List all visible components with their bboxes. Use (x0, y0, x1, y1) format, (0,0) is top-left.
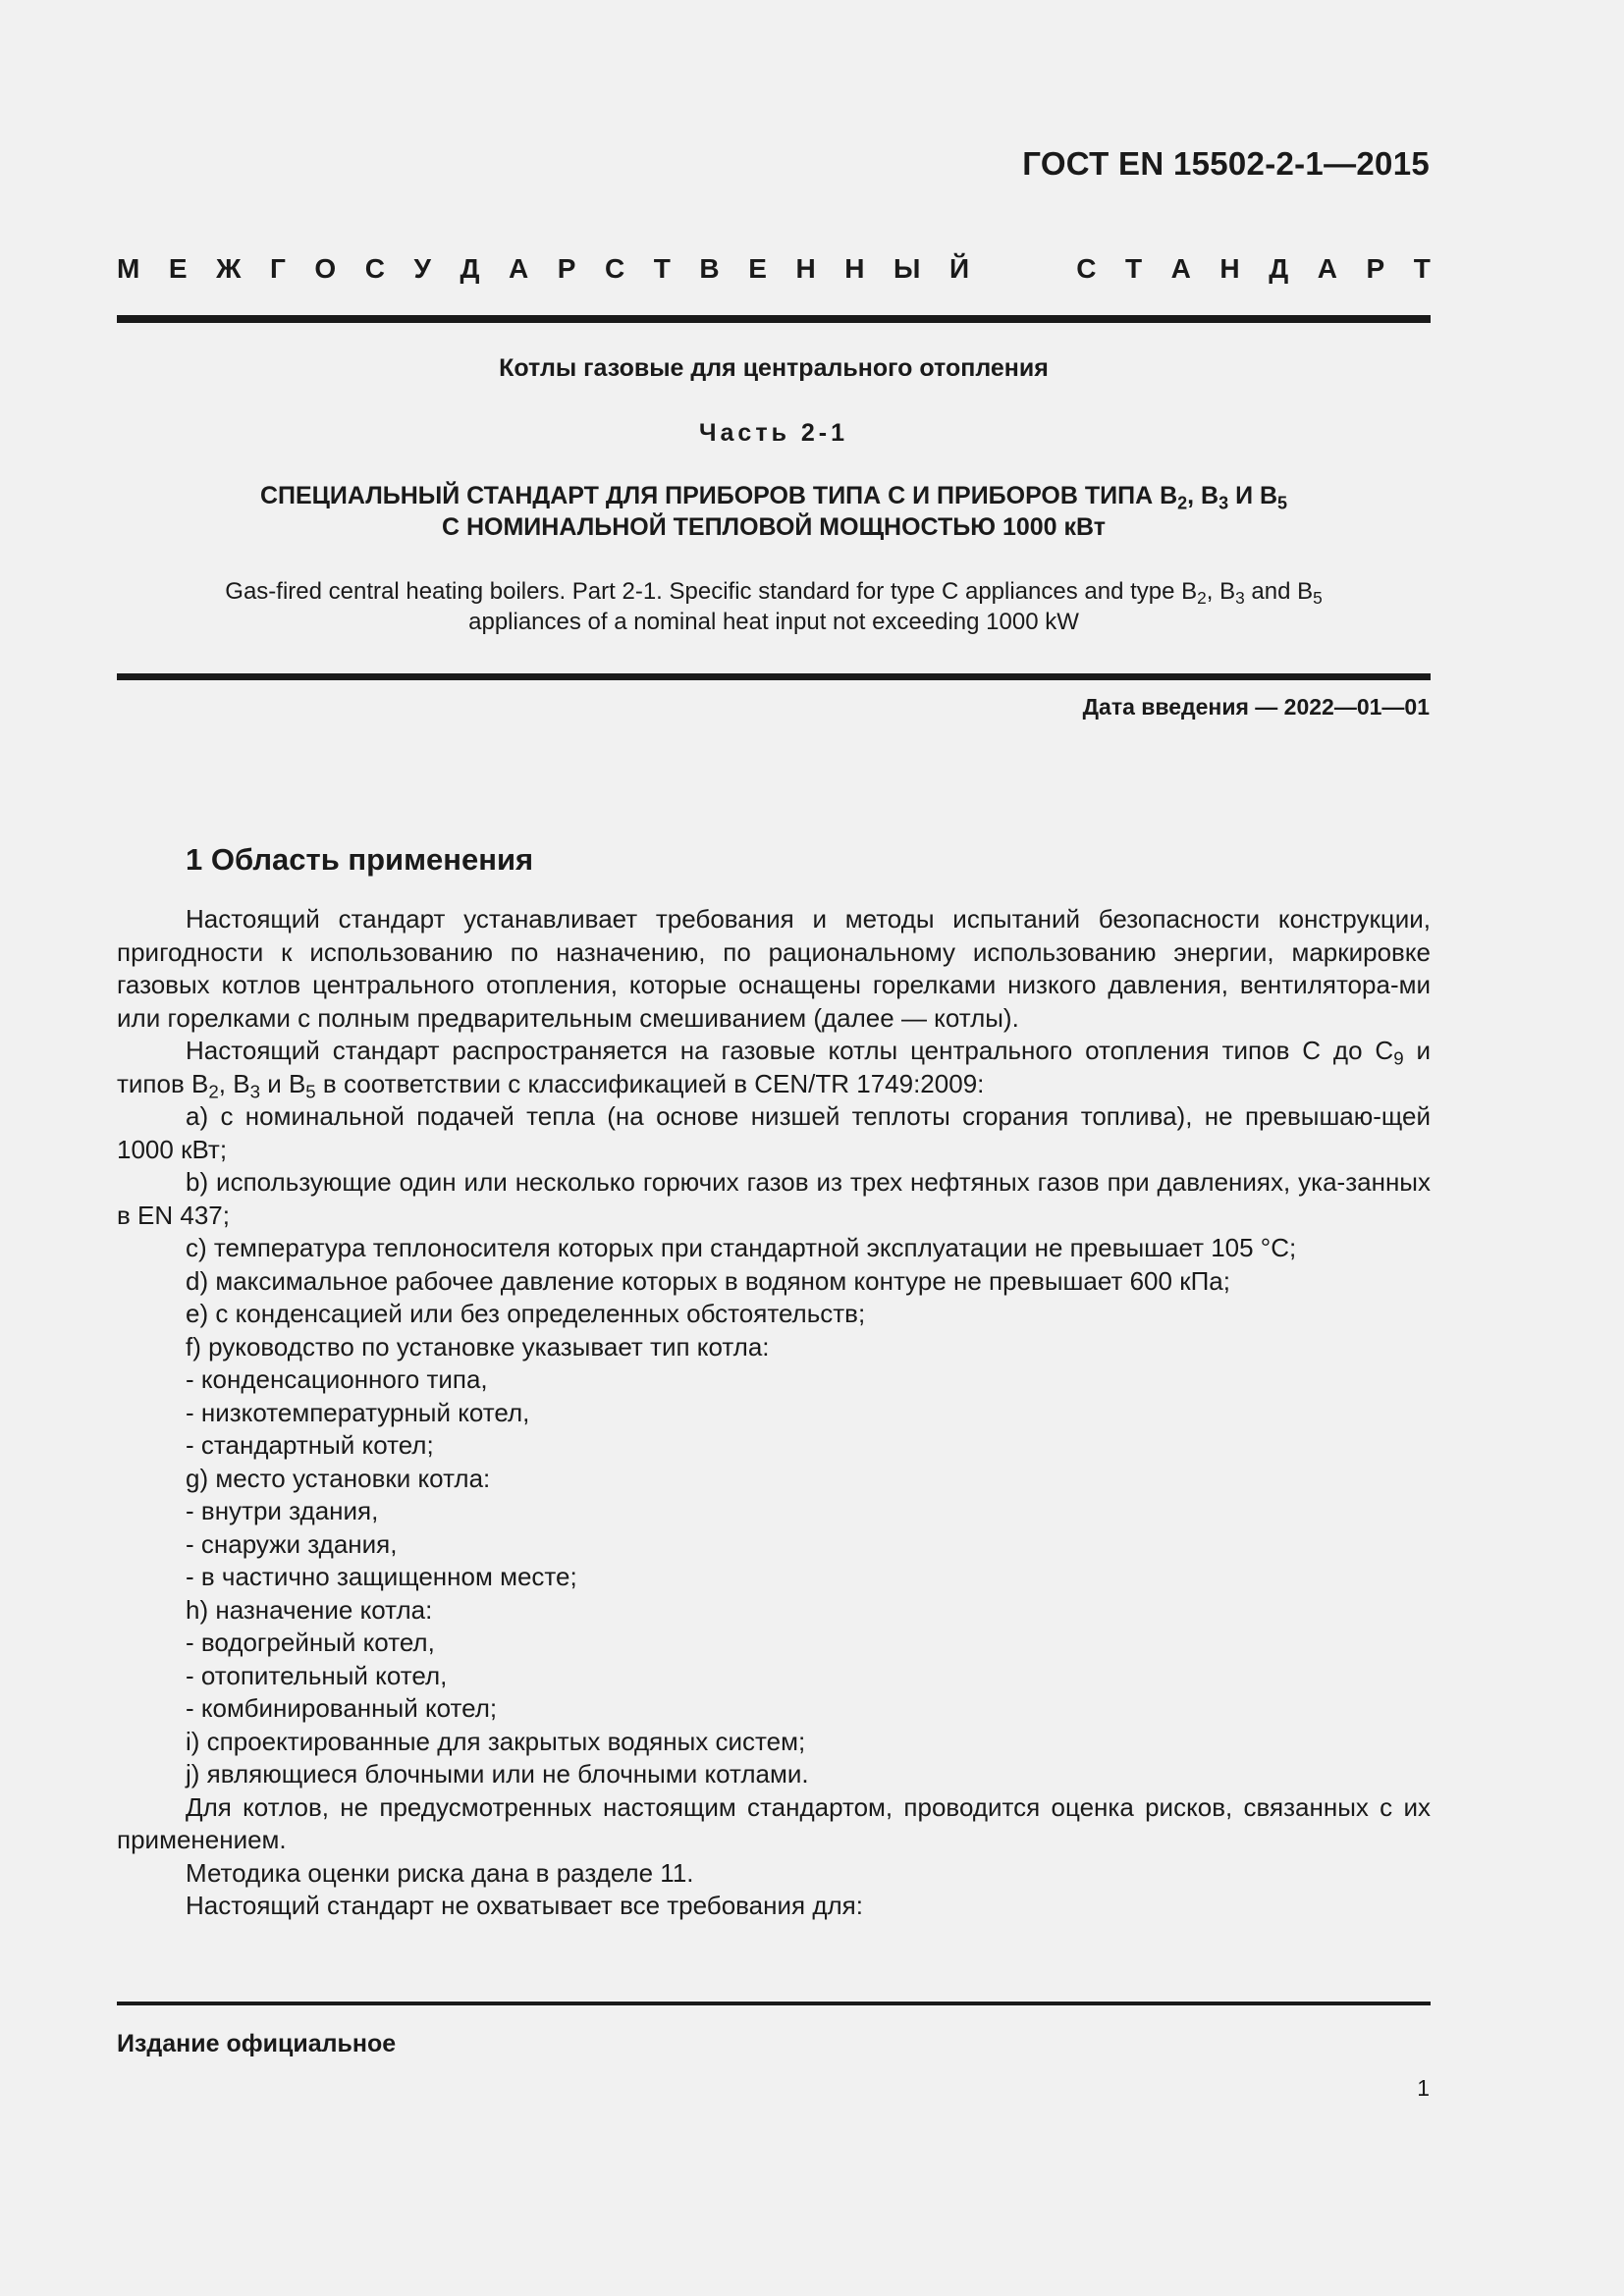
list-dash: - снаружи здания, (186, 1528, 398, 1559)
russian-title-line-2: С НОМИНАЛЬНОЙ ТЕПЛОВОЙ МОЩНОСТЬЮ 1000 кВт (441, 513, 1106, 541)
heading-letter: А (1170, 253, 1191, 284)
english-title (117, 576, 1431, 637)
title-bottom-divider (117, 673, 1431, 680)
list-item-g: g) место установки котла: (186, 1463, 491, 1493)
list-item-d: d) максимальное рабочее давление которых в водяном контуре не превышает 600 кПа; (186, 1265, 1230, 1296)
heading-letter: С (1076, 253, 1097, 284)
heading-letter: Р (1366, 253, 1385, 284)
top-divider (117, 315, 1431, 323)
heading-letter: Р (557, 253, 576, 284)
official-edition-label: Издание официальное (117, 2030, 397, 2057)
heading-letter: Т (1124, 253, 1143, 284)
list-item-j: j) являющиеся блочными или не блочными котлами. (186, 1759, 809, 1789)
document-number: ГОСТ EN 15502-2-1—2015 (1022, 145, 1430, 182)
footer-divider (117, 2002, 1431, 2005)
heading-letter: Е (168, 253, 188, 284)
list-dash: - стандартный котел; (186, 1430, 434, 1460)
list-item-c: c) температура теплоносителя которых при стандартной эксплуатации не превышает 105 °С; (186, 1233, 1297, 1262)
heading-letter: А (508, 253, 529, 284)
list-item-a: a) с номинальной подачей тепла (на основе низшей теплоты сгорания топлива), не превышаю-щей 1000 кВт; (117, 1101, 1431, 1164)
list-dash: - комбинированный котел; (186, 1693, 498, 1723)
heading-letter: Т (1413, 253, 1431, 284)
heading-letter: О (314, 253, 337, 284)
paragraph-5: Настоящий стандарт не охватывает все требования для: (186, 1891, 863, 1920)
list-item-f: f) руководство по установке указывает тип котла: (186, 1331, 770, 1362)
paragraph-2: Настоящий стандарт распространяется на газовые котлы центрального отопления типов С до $С_9$ и типов $В_2$, $В_3$ и $В_5$ в соответствии с классификацией в CEN/TR 1749:2009: (117, 1036, 1431, 1102)
list-item-i: i) спроектированные для закрытых водяных систем; (186, 1726, 806, 1756)
heading-letter: Д (460, 253, 480, 284)
heading-letter: Г (269, 253, 286, 284)
list-item-h: h) назначение котла: (186, 1594, 433, 1625)
english-title-line-2: appliances of a nominal heat input not exceeding 1000 kW (468, 609, 1079, 635)
standard-type-heading (117, 253, 1431, 285)
heading-letter: А (1317, 253, 1337, 284)
page-number: 1 (1417, 2075, 1430, 2101)
list-item-b: b) использующие один или несколько горючих газов из трех нефтяных газов при давлениях, ука-занных в EN 437; (117, 1167, 1431, 1230)
english-title-line-1: Gas-fired central heating boilers. Part 2-1. Specific standard for type C appliances and type $B_2$, $B_3$ and $B_5$ (225, 578, 1323, 609)
list-dash: - водогрейный котел, (186, 1628, 435, 1657)
heading-letter: Ж (216, 253, 242, 284)
paragraph-4: Методика оценки риска дана в разделе 11. (186, 1857, 694, 1888)
document-subject: Котлы газовые для центрального отопления (499, 354, 1049, 382)
russian-title (117, 480, 1431, 543)
list-dash: - конденсационного типа, (186, 1364, 488, 1394)
list-dash: - в частично защищенном месте; (186, 1562, 577, 1591)
heading-letter: Н (1219, 253, 1240, 284)
heading-letter: В (699, 253, 720, 284)
introduction-date: Дата введения — 2022—01—01 (1082, 694, 1430, 720)
heading-letter: Н (844, 253, 865, 284)
document-part: Часть 2-1 (698, 419, 849, 447)
heading-letter: У (413, 253, 431, 284)
paragraph-3: Для котлов, не предусмотренных настоящим стандартом, проводится оценка рисков, связанных с их применением. (117, 1791, 1431, 1854)
heading-letter: Ы (893, 253, 921, 284)
heading-letter: Д (1269, 253, 1289, 284)
heading-letter: Е (748, 253, 767, 284)
section-heading: 1 Область применения (186, 842, 534, 877)
list-dash: - отопительный котел, (186, 1660, 448, 1690)
heading-letter: Т (653, 253, 671, 284)
heading-letter: С (604, 253, 625, 284)
section-body (117, 903, 1431, 1923)
paragraph-1: Настоящий стандарт устанавливает требования и методы испытаний безопасности конструкции, пригодности к использованию по назначению, по рациональному использованию энергии, маркировке газовых котлов центрального отопления, которые оснащены горелками низкого давления, вентилятора-ми или горелками с полным предварительным смешиванием (далее — котлы). (117, 904, 1431, 1033)
list-dash: - низкотемпературный котел, (186, 1397, 530, 1427)
list-item-e: e) с конденсацией или без определенных обстоятельств; (186, 1299, 866, 1328)
heading-letter: М (117, 253, 140, 284)
word-gap (999, 253, 1048, 285)
list-dash: - внутри здания, (186, 1496, 379, 1525)
heading-letter: Н (795, 253, 816, 284)
heading-letter: Й (948, 253, 970, 284)
heading-letter: С (364, 253, 385, 284)
russian-title-line-1: СПЕЦИАЛЬНЫЙ СТАНДАРТ ДЛЯ ПРИБОРОВ ТИПА С И ПРИБОРОВ ТИПА $В_2$, $В_3$ И $В_5$ (259, 482, 1288, 513)
